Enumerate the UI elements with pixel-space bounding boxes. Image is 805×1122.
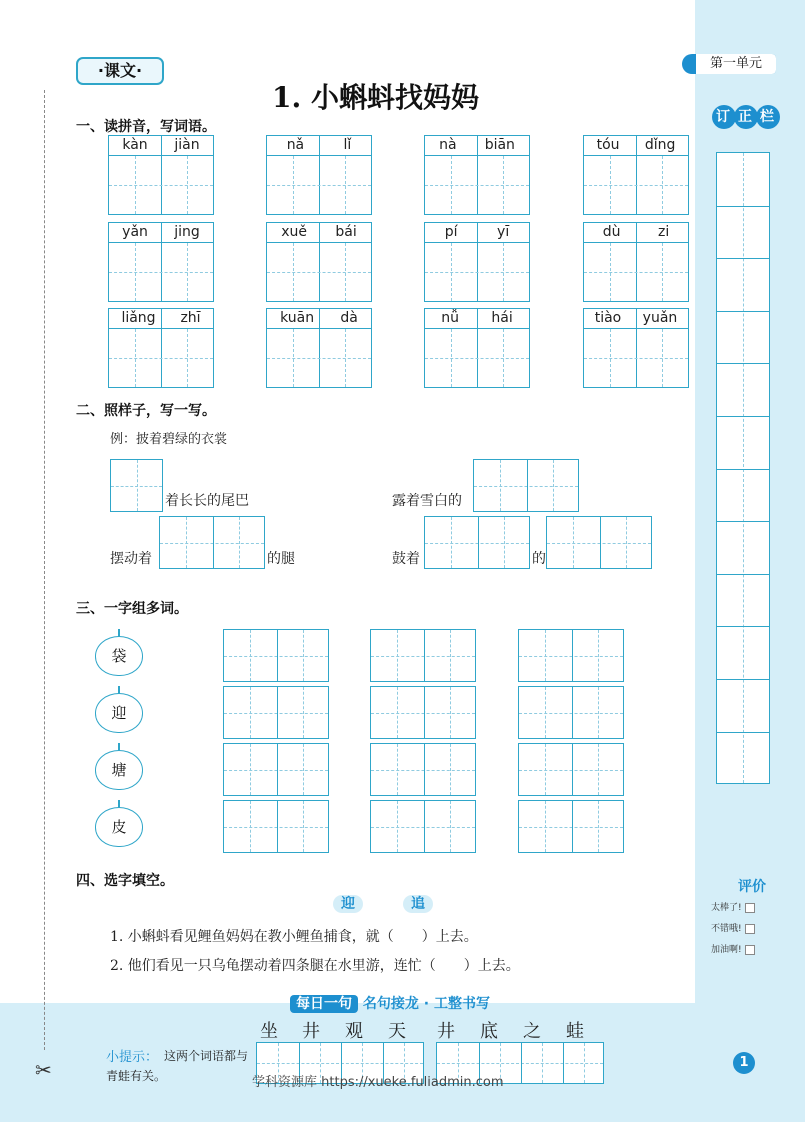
pinyin-syllable: zhī — [180, 310, 201, 326]
correction-grid[interactable] — [716, 152, 770, 784]
pinyin-writing-box[interactable] — [583, 135, 689, 215]
pinyin-syllable: kàn — [122, 137, 148, 153]
pinyin-writing-box[interactable] — [424, 308, 530, 388]
pinyin-syllable: biān — [484, 137, 515, 153]
pinyin-writing-box[interactable] — [424, 222, 530, 302]
pinyin-syllable: tiào — [594, 310, 622, 326]
hint-text: 这两个词语都与青蛙有关。 — [106, 1049, 249, 1083]
pinyin-writing-box[interactable] — [108, 135, 214, 215]
pinyin-syllable: zi — [657, 224, 670, 240]
correction-char: 栏 — [756, 105, 780, 129]
checkbox[interactable] — [745, 945, 755, 955]
pinyin-syllable: yuǎn — [642, 310, 678, 326]
pinyin-writing-box[interactable] — [266, 135, 372, 215]
section-heading-2: 二、照样子，写一写。 — [76, 403, 216, 419]
word-writing-box[interactable] — [223, 800, 329, 853]
correction-char: 正 — [734, 105, 758, 129]
choice-char: 追 — [403, 895, 433, 913]
pinyin-writing-box[interactable] — [266, 222, 372, 302]
lesson-tag: ·课文· — [76, 57, 164, 85]
character-apple: 塘 — [95, 750, 143, 790]
word-writing-box[interactable] — [370, 629, 476, 682]
phrase-text: 鼓着 — [392, 551, 420, 567]
word-writing-box[interactable] — [223, 686, 329, 739]
pinyin-syllable: dà — [340, 310, 358, 326]
hint-label: 小提示： — [106, 1050, 159, 1065]
word-writing-box[interactable] — [223, 629, 329, 682]
correction-char: 订 — [712, 105, 736, 129]
writing-box[interactable] — [159, 516, 265, 569]
sentence: 1. 小蝌蚪看见鲤鱼妈妈在教小鲤鱼捕食，就（ ）上去。 — [110, 929, 478, 945]
sentence: 2. 他们看见一只乌龟摆动着四条腿在水里游，连忙（ ）上去。 — [110, 958, 520, 974]
phrase-text: 的腿 — [267, 551, 295, 567]
pinyin-syllable: kuān — [280, 310, 315, 326]
pinyin-writing-box[interactable] — [424, 135, 530, 215]
word-writing-box[interactable] — [518, 686, 624, 739]
pinyin-syllable: dǐng — [644, 137, 676, 153]
choice-char: 迎 — [333, 895, 363, 913]
word-writing-box[interactable] — [518, 800, 624, 853]
cut-line — [44, 90, 45, 1050]
page-number: 1 — [733, 1052, 755, 1074]
daily-label: 每日一句 — [290, 995, 358, 1013]
phrase-text: 的 — [532, 551, 546, 567]
phrase-text: 摆动着 — [110, 551, 152, 567]
word-writing-box[interactable] — [223, 743, 329, 796]
writing-box[interactable] — [110, 459, 163, 512]
section-heading-4: 四、选字填空。 — [76, 873, 174, 889]
daily-header — [290, 993, 490, 1013]
pinyin-syllable: nǚ — [441, 310, 459, 326]
pinyin-syllable: yī — [497, 224, 510, 240]
pinyin-syllable: dù — [602, 224, 621, 240]
pinyin-syllable: jing — [174, 224, 200, 240]
pinyin-syllable: lǐ — [343, 137, 352, 153]
writing-box[interactable] — [546, 516, 652, 569]
evaluation-option[interactable]: 加油啊! — [711, 942, 755, 955]
evaluation-option[interactable]: 不错哦! — [711, 921, 755, 934]
idiom-char: 坐 — [260, 1021, 278, 1042]
word-writing-box[interactable] — [518, 743, 624, 796]
pinyin-syllable: nà — [439, 137, 457, 153]
phrase-text: 着长长的尾巴 — [165, 493, 249, 509]
unit-label: 第一单元 — [696, 54, 776, 74]
pinyin-syllable: bái — [335, 224, 357, 240]
character-apple: 迎 — [95, 693, 143, 733]
pinyin-syllable: liǎng — [121, 310, 156, 326]
pinyin-writing-box[interactable] — [583, 308, 689, 388]
example-text: 例：披着碧绿的衣裳 — [110, 432, 228, 447]
checkbox[interactable] — [745, 903, 755, 913]
pinyin-syllable: tóu — [596, 137, 620, 153]
pinyin-writing-box[interactable] — [266, 308, 372, 388]
idiom-char: 蛙 — [566, 1021, 584, 1042]
pinyin-syllable: pí — [444, 224, 458, 240]
word-writing-box[interactable] — [518, 629, 624, 682]
unit-badge — [682, 54, 776, 74]
page-title: 1. 小蝌蚪找妈妈 — [272, 81, 479, 114]
idiom-char: 之 — [523, 1021, 541, 1042]
pinyin-writing-box[interactable] — [583, 222, 689, 302]
idiom-char: 井 — [437, 1021, 455, 1042]
phrase-text: 露着雪白的 — [392, 493, 462, 509]
pinyin-syllable: xuě — [281, 224, 307, 240]
evaluation-option[interactable]: 太棒了! — [711, 900, 755, 913]
pinyin-syllable: jiàn — [174, 137, 200, 153]
pinyin-syllable: hái — [491, 310, 513, 326]
character-apple: 皮 — [95, 807, 143, 847]
word-writing-box[interactable] — [370, 743, 476, 796]
writing-box[interactable] — [424, 516, 530, 569]
evaluation-title: 评价 — [738, 879, 766, 895]
section-heading-1: 一、读拼音，写词语。 — [76, 119, 216, 135]
word-writing-box[interactable] — [370, 800, 476, 853]
idiom-char: 观 — [345, 1021, 363, 1042]
scissors-icon: ✂ — [35, 1058, 52, 1082]
idiom-char: 底 — [480, 1021, 498, 1042]
pinyin-writing-box[interactable] — [108, 222, 214, 302]
word-writing-box[interactable] — [370, 686, 476, 739]
writing-box[interactable] — [473, 459, 579, 512]
section-heading-3: 三、一字组多词。 — [76, 601, 188, 617]
character-apple: 袋 — [95, 636, 143, 676]
pinyin-syllable: yǎn — [122, 224, 148, 240]
idiom-char: 天 — [388, 1021, 406, 1042]
correction-title — [706, 105, 786, 129]
checkbox[interactable] — [745, 924, 755, 934]
idiom-char: 井 — [302, 1021, 320, 1042]
pinyin-syllable: nǎ — [286, 137, 305, 153]
watermark: 学科资源库 https://xueke.fuliadmin.com — [252, 1075, 504, 1090]
pinyin-writing-box[interactable] — [108, 308, 214, 388]
daily-subtitle: 名句接龙 · 工整书写 — [362, 996, 490, 1012]
